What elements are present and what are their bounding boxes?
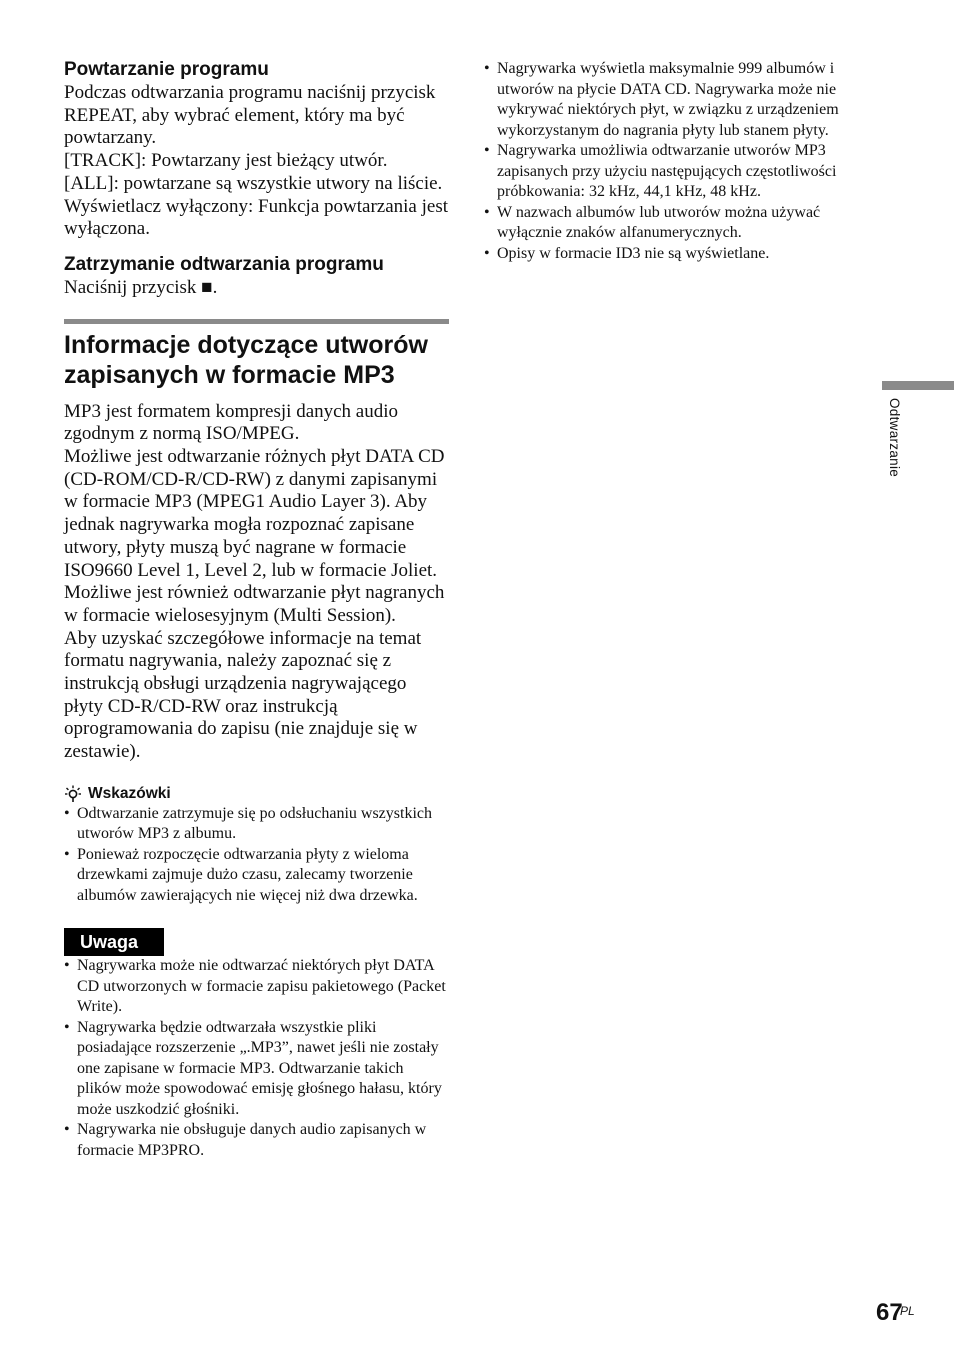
- list-item: • Opisy w formacie ID3 nie są wyświetlane.: [484, 244, 876, 265]
- left-column: [64, 58, 448, 1161]
- side-tab-label: Odtwarzanie: [887, 398, 902, 478]
- right-column: [484, 59, 876, 264]
- right-bullet-list: [484, 59, 876, 264]
- tips-label: Wskazówki: [88, 784, 171, 802]
- list-item: • Nagrywarka będzie odtwarzała wszystkie pliki posiadające rozszerzenie „.MP3”, nawet jeśli nie zostały one zapisane w formacie MP3. Odtwarzanie takich plików może spowodować emisję głośnego hałasu, który może uszkodzić głośniki.: [64, 1018, 448, 1121]
- paragraph: Wyświetlacz wyłączony: Funkcja powtarzania jest wyłączona.: [64, 195, 448, 240]
- paragraph: [TRACK]: Powtarzany jest bieżący utwór.: [64, 150, 388, 172]
- section-heading-repeat: Powtarzanie programu: [64, 59, 269, 80]
- list-item: • Odtwarzanie zatrzymuje się po odsłuchaniu wszystkich utworów MP3 z albumu.: [64, 804, 448, 845]
- paragraph: Możliwe jest odtwarzanie różnych płyt DATA CD (CD-ROM/CD-R/CD-RW) z danymi zapisanymi w formacie MP3 (MPEG1 Audio Layer 3). Aby jednak nagrywarka mogła rozpoznać zapisane utwory, płyty muszą być nagrane w formacie ISO9660 Level 1, Level 2, lub w formacie Joliet. Możliwe jest również odtwarzanie płyt nagranych w formacie wielosesyjnym (Multi Session).: [64, 446, 445, 626]
- section-heading-stop: Zatrzymanie odtwarzania programu: [64, 253, 384, 275]
- page-title: Informacje dotyczące utworów zapisanych w formacie MP3: [64, 330, 428, 389]
- paragraph: MP3 jest formatem kompresji danych audio zgodnym z normą ISO/MPEG.: [64, 400, 399, 445]
- page-number: 67: [876, 1299, 903, 1326]
- list-item: • Nagrywarka wyświetla maksymalnie 999 albumów i utworów na płycie DATA CD. Nagrywarka może nie wykrywać niektórych płyt, w związku z urządzeniem wykorzystanym do nagrania płyty lub stanem płyty.: [484, 59, 876, 141]
- tips-list: [64, 804, 448, 907]
- paragraph: Podczas odtwarzania programu naciśnij przycisk REPEAT, aby wybrać element, który ma być powtarzany.: [64, 82, 436, 149]
- list-item: • Ponieważ rozpoczęcie odtwarzania płyty z wieloma drzewkami zajmuje dużo czasu, zalecamy tworzenie albumów zawierających nie więcej niż dwa drzewka.: [64, 845, 448, 907]
- tips-heading: [64, 784, 448, 804]
- list-item: • Nagrywarka nie obsługuje danych audio zapisanych w formacie MP3PRO.: [64, 1120, 448, 1161]
- page-language: PL: [900, 1304, 915, 1318]
- note-list: [64, 956, 448, 1161]
- list-item: • Nagrywarka umożliwia odtwarzanie utworów MP3 zapisanych przy użyciu następujących częstotliwości próbkowania: 32 kHz, 44,1 kHz, 48 kHz.: [484, 141, 876, 203]
- paragraph: Naciśnij przycisk ■.: [64, 276, 218, 298]
- list-item: • W nazwach albumów lub utworów można używać wyłącznie znaków alfanumerycznych.: [484, 203, 876, 244]
- note-badge: Uwaga: [64, 928, 164, 956]
- paragraph: Aby uzyskać szczegółowe informacje na temat formatu nagrywania, należy zapoznać się z instrukcją obsługi urządzenia nagrywającego płyty CD-R/CD-RW oraz instrukcją oprogramowania do zapisu (nie znajduje się w zestawie).: [64, 627, 422, 763]
- section-divider: [64, 319, 449, 324]
- lightbulb-icon: [64, 784, 82, 804]
- side-tab-marker: [882, 381, 954, 390]
- paragraph: [ALL]: powtarzane są wszystkie utwory na liście.: [64, 172, 443, 194]
- list-item: • Nagrywarka może nie odtwarzać niektórych płyt DATA CD utworzonych w formacie zapisu pakietowego (Packet Write).: [64, 956, 448, 1018]
